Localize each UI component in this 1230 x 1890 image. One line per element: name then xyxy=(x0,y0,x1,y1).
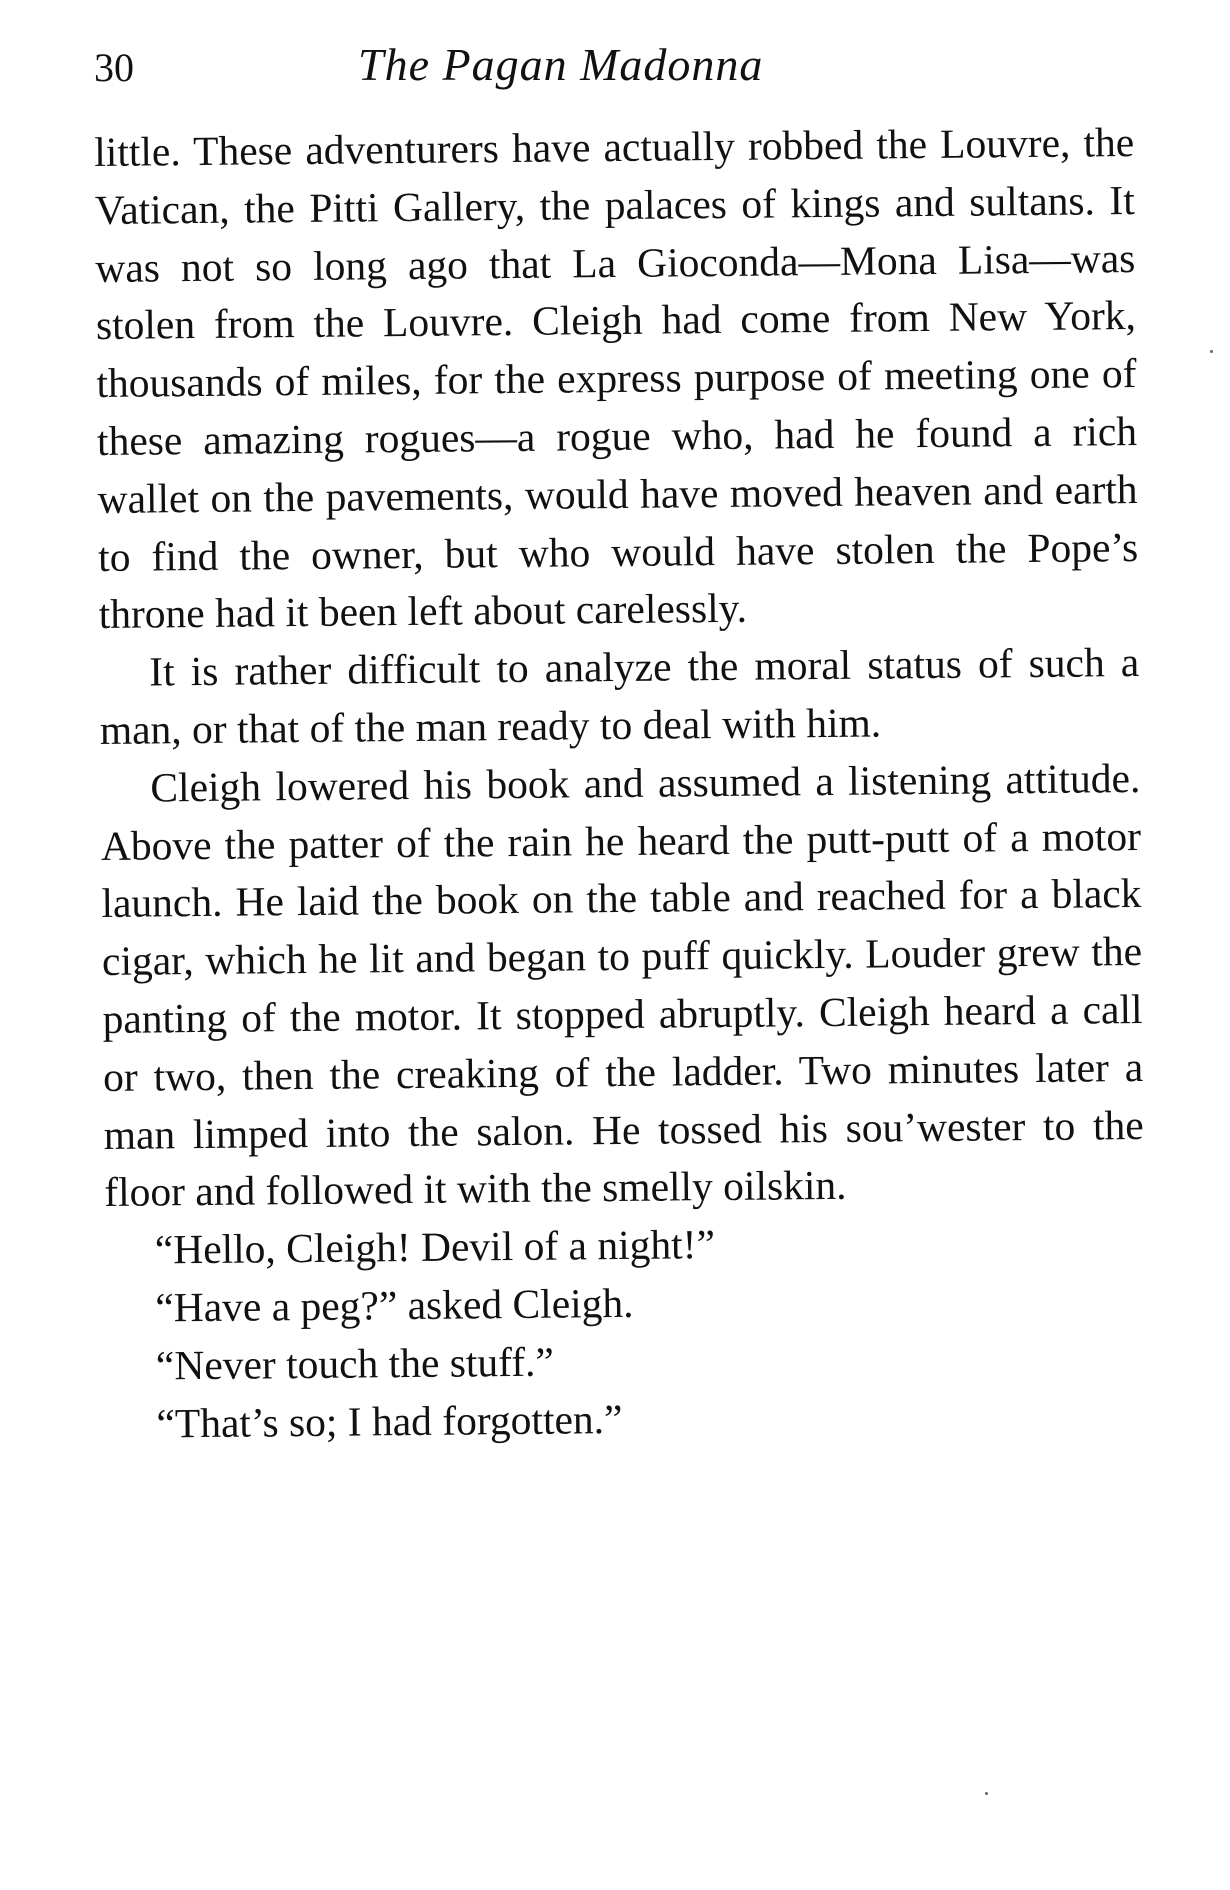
print-speck xyxy=(985,1792,988,1795)
paragraph-3: Cleigh lowered his book and assumed a listening attitude. Above the patter of the rain he heard the putt-putt of a motor launch. He laid the book on the table and reached for a black cigar, which he lit and began to puff quickly. Louder grew the panting of the motor. It stopped abruptly. Cleigh heard a call or two, then the creaking of the ladder. Two minutes later a man limped into the salon. He tossed his sou’wester to the floor and followed it with the smelly oilskin. xyxy=(100,754,1144,1216)
running-title: The Pagan Madonna xyxy=(358,39,764,90)
dialogue-line-1: “Hello, Cleigh! Devil of a night!” xyxy=(154,1221,716,1273)
dialogue-line-3: “Never touch the stuff.” xyxy=(155,1338,555,1389)
body-text xyxy=(94,114,1147,1453)
dialogue-line-4: “That’s so; I had forgotten.” xyxy=(156,1395,623,1446)
paragraph-1: little. These adventurers have actually robbed the Louvre, the Vatican, the Pitti Gallery, the palaces of kings and sultans. It was not so long ago that La Gioconda—Mona Lisa—was stolen from the Louvre. Cleigh had come from New York, thousands of miles, for the express purpose of meeting one of these amazing rogues—a rogue who, had he found a rich wallet on the pavements, would have moved heaven and earth to find the owner, but who would have stolen the Pope’s throne had it been left about carelessly. xyxy=(94,119,1139,638)
dialogue-line-2: “Have a peg?” asked Cleigh. xyxy=(155,1279,634,1331)
page-header xyxy=(94,38,1134,108)
paragraph-2: It is rather difficult to analyze the moral status of such a man, or that of the man ready to deal with him. xyxy=(99,639,1140,753)
page-number: 30 xyxy=(94,45,134,90)
print-speck xyxy=(1210,350,1213,353)
